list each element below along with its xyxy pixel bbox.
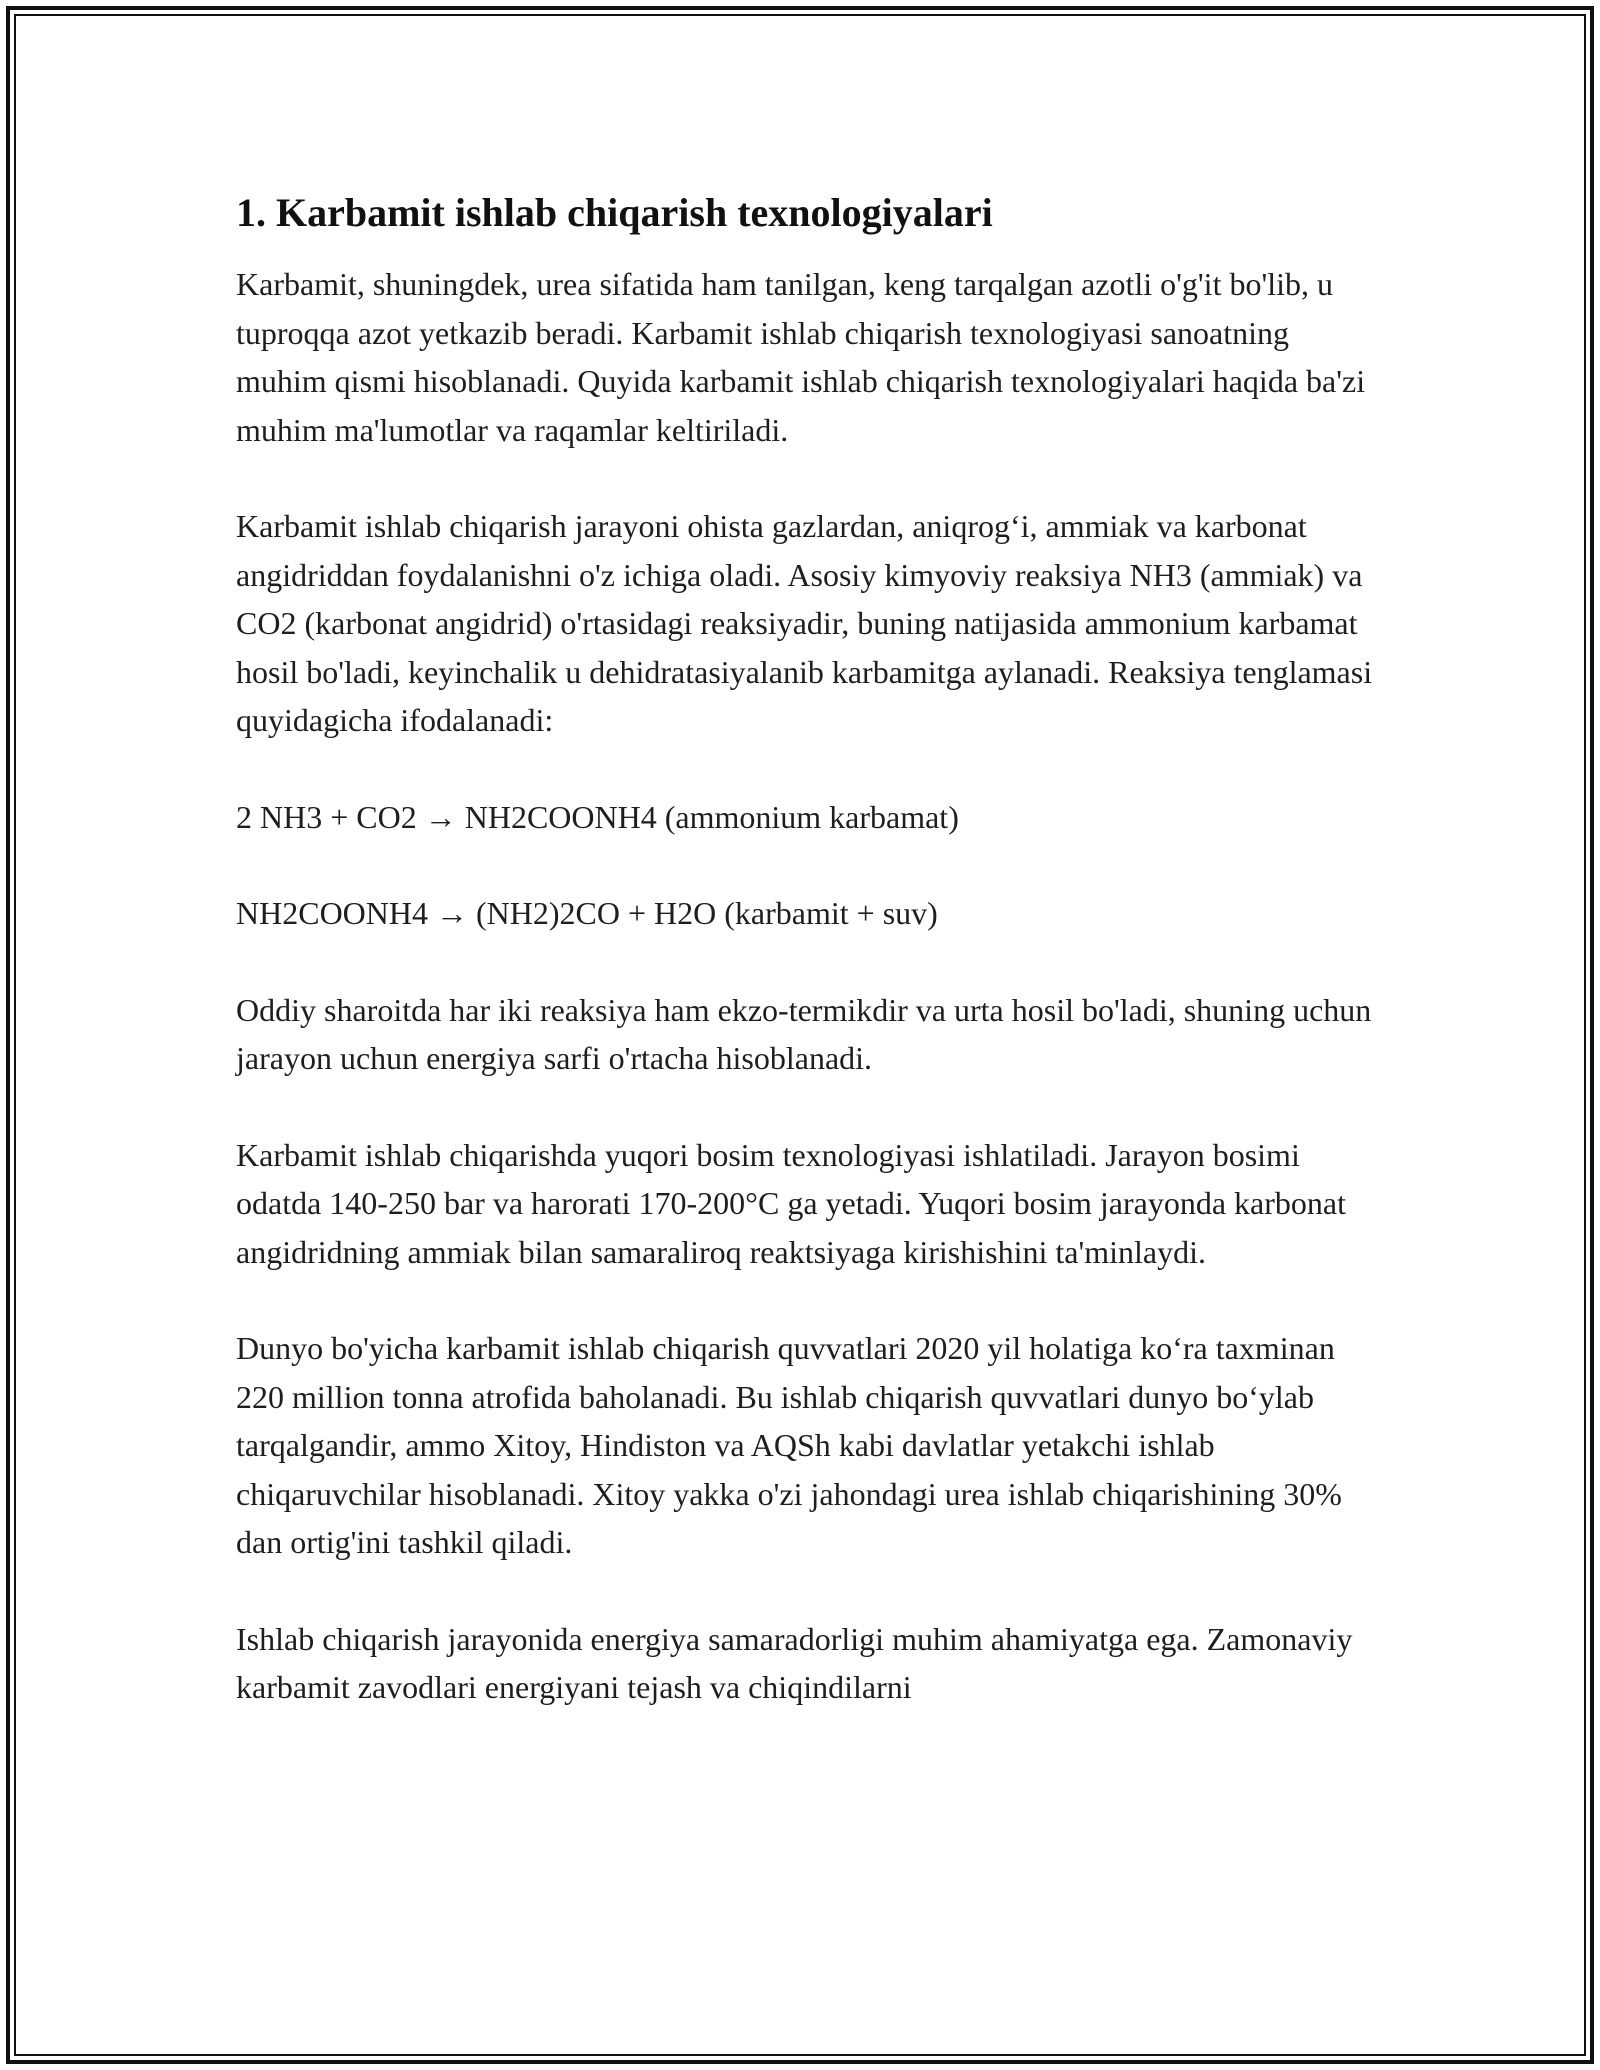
paragraph-intro: Karbamit, shuningdek, urea sifatida ham tanilgan, keng tarqalgan azotli o'g'it bo'lib, u tuproqqa azot yetkazib beradi. Karbamit ishlab chiqarish texnologiyasi sanoatning muhim qismi hisoblanadi. Quyida karbamit ishlab chiqarish texnologiyalari haqida ba'zi muhim ma'lumotlar va raqamlar keltiriladi. [236, 266, 1366, 448]
document-body [236, 186, 1376, 1712]
paragraph-pressure: Karbamit ishlab chiqarishda yuqori bosim texnologiyasi ishlatiladi. Jarayon bosimi odatda 140-250 bar va harorati 170-200°C ga yetadi. Yuqori bosim jarayonda karbonat angidridning ammiak bilan samaraliroq reaktsiyaga kirishishini ta'minlaydi. [236, 1136, 1346, 1270]
equation-urea: NH2COONH4 → (NH2)2CO + H2O (karbamit + suv) [236, 895, 938, 931]
section-heading: 1. Karbamit ishlab chiqarish texnologiyalari [236, 190, 993, 235]
equation-ammonium-carbamate: 2 NH3 + CO2 → NH2COONH4 (ammonium karbamat) [236, 798, 959, 835]
paragraph-capacity: Dunyo bo'yicha karbamit ishlab chiqarish quvvatlari 2020 yil holatiga ko‘ra taxminan 220 million tonna atrofida baholanadi. Bu ishlab chiqarish quvvatlari dunyo bo‘ylab tarqalgandir, ammo Xitoy, Hindiston va AQSh kabi davlatlar yetakchi ishlab chiqaruvchilar hisoblanadi. Xitoy yakka o'zi jahondagi urea ishlab chiqarishining 30% dan ortig'ini tashkil qiladi. [236, 1330, 1342, 1560]
paragraph-energy: Ishlab chiqarish jarayonida energiya samaradorligi muhim ahamiyatga ega. Zamonaviy karbamit zavodlari energiyani tejash va chiqindilarni [236, 1620, 1353, 1705]
paragraph-process: Karbamit ishlab chiqarish jarayoni ohista gazlardan, aniqrog‘i, ammiak va karbonat angidriddan foydalanishni o'z ichiga oladi. Asosiy kimyoviy reaksiya NH3 (ammiak) va CO2 (karbonat angidrid) o'rtasidagi reaksiyadir, buning natijasida ammonium karbamat hosil bo'ladi, keyinchalik u dehidratasiyalanib karbamitga aylanadi. Reaksiya tenglamasi quyidagicha ifodalanadi: [236, 508, 1373, 738]
paragraph-conditions: Oddiy sharoitda har iki reaksiya ham ekzo-termikdir va urta hosil bo'ladi, shuning uchun jarayon uchun energiya sarfi o'rtacha hisoblanadi. [236, 991, 1372, 1076]
